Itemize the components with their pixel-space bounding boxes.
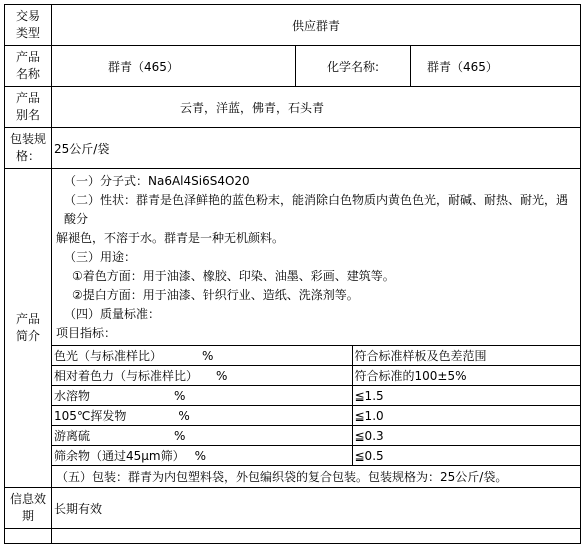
alias-value: 云青，洋蓝，佛青，石头青 xyxy=(52,87,581,128)
trade-type-value: 供应群青 xyxy=(52,5,581,46)
spec-row xyxy=(52,426,580,446)
spec-item xyxy=(52,386,352,406)
chemical-name-value: 群青（465） xyxy=(411,46,581,87)
packaging-value: 25公斤/袋 xyxy=(52,128,581,169)
spec-value: ≦1.5 xyxy=(352,386,580,406)
spec-item xyxy=(52,366,352,386)
intro-line: （三）用途： xyxy=(64,250,137,264)
spec-unit: % xyxy=(202,349,214,363)
product-table xyxy=(4,4,581,544)
spec-item-name: 色光（与标准样比） xyxy=(54,349,163,363)
label-line: 类型 xyxy=(15,26,40,40)
intro-line: 解褪色，不溶于水。群青是一种无机颜料。 xyxy=(56,231,285,245)
row-intro xyxy=(5,169,581,488)
row-packaging xyxy=(5,128,581,169)
spec-value: ≦0.5 xyxy=(352,446,580,466)
trade-type-label xyxy=(5,5,52,46)
spec-row xyxy=(52,386,580,406)
alias-label xyxy=(5,87,52,128)
spec-unit: % xyxy=(194,449,207,463)
spec-unit: % xyxy=(174,389,186,403)
row-alias xyxy=(5,87,581,128)
label-line: 名称 xyxy=(15,67,40,81)
label-line: 别名 xyxy=(15,108,40,122)
spec-item xyxy=(52,446,352,466)
row-empty xyxy=(5,529,581,544)
label-line: 格： xyxy=(15,149,40,163)
row-product-name xyxy=(5,46,581,87)
intro-line: ②提白方面：用于油漆、针织行业、造纸、洗涤剂等。 xyxy=(72,288,359,302)
packing-note: （五）包装：群青为内包塑料袋，外包编织袋的复合包装。包装规格为：25公斤/袋。 xyxy=(52,465,580,487)
spec-value: ≦0.3 xyxy=(352,426,580,446)
spec-unit: % xyxy=(178,409,190,423)
spec-row xyxy=(52,346,580,366)
validity-label xyxy=(5,488,52,529)
label-line: 产品 xyxy=(15,91,40,105)
label-line: 简介 xyxy=(15,329,40,343)
spec-item-name: 105℃挥发物 xyxy=(54,409,127,423)
spec-value: ≦1.0 xyxy=(352,406,580,426)
spec-item xyxy=(52,346,352,366)
empty-cell xyxy=(5,529,52,544)
spec-row xyxy=(52,406,580,426)
spec-value: 符合标准的100±5% xyxy=(352,366,580,386)
spec-item xyxy=(52,426,352,446)
validity-value: 长期有效 xyxy=(52,488,581,529)
packaging-label xyxy=(5,128,52,169)
spec-item-name: 水溶物 xyxy=(54,389,91,403)
intro-line: ①着色方面：用于油漆、橡胶、印染、油墨、彩画、建筑等。 xyxy=(72,269,395,283)
spec-row xyxy=(52,366,580,386)
spec-item-name: 筛余物（通过45μm筛） xyxy=(54,449,185,463)
label-line: 期 xyxy=(21,509,34,523)
intro-content xyxy=(52,169,581,488)
intro-line: （二）性状：群青是色泽鲜艳的蓝色粉末，能消除白色物质内黄色色光，耐碱、耐热、耐光，遇酸分 xyxy=(64,193,569,226)
label-line: 包装规 xyxy=(9,132,46,146)
product-name-value: 群青（465） xyxy=(52,46,296,87)
label-line: 信息效 xyxy=(9,492,46,506)
quality-spec-table xyxy=(52,345,580,465)
spec-item-name: 游离硫 xyxy=(54,429,91,443)
spec-unit: % xyxy=(174,429,186,443)
spec-row xyxy=(52,446,580,466)
intro-line: （一）分子式：Na6Al4Si6S4O20 xyxy=(64,174,250,188)
row-trade-type xyxy=(5,5,581,46)
label-line: 产品 xyxy=(15,50,40,64)
intro-label xyxy=(5,169,52,488)
intro-line: 项目指标： xyxy=(56,326,117,340)
intro-text xyxy=(52,169,580,345)
spec-value: 符合标准样板及色差范围 xyxy=(352,346,580,366)
row-validity xyxy=(5,488,581,529)
product-name-label xyxy=(5,46,52,87)
spec-unit: % xyxy=(216,369,228,383)
spec-item xyxy=(52,406,352,426)
label-line: 交易 xyxy=(15,9,40,23)
empty-cell xyxy=(52,529,581,544)
intro-line: （四）质量标准： xyxy=(64,307,161,321)
chemical-name-label: 化学名称: xyxy=(296,46,411,87)
label-line: 产品 xyxy=(15,312,40,326)
spec-item-name: 相对着色力（与标准样比） xyxy=(54,369,199,383)
